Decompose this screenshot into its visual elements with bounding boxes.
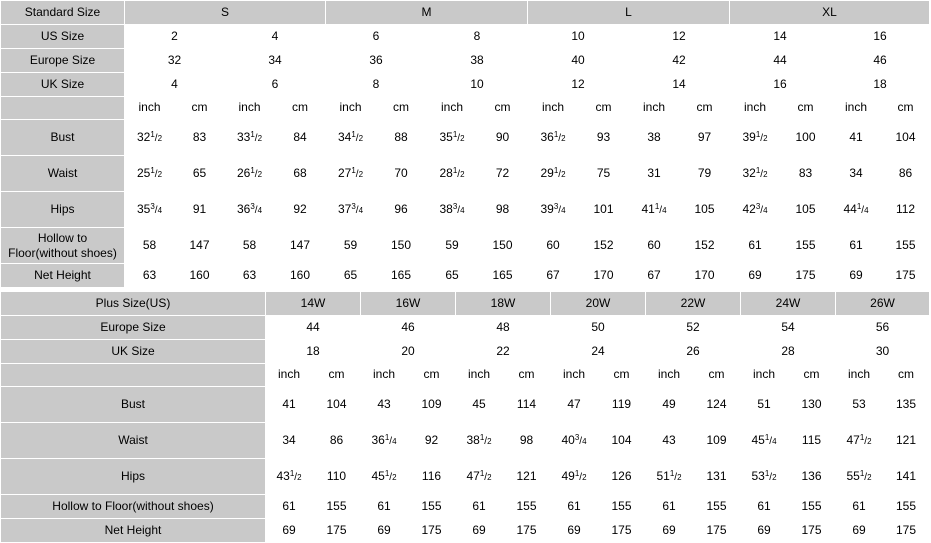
waist-cell: 86 — [882, 156, 930, 192]
uk-size-value: 6 — [225, 73, 326, 97]
plus-waist-cell: 121 — [883, 423, 930, 459]
net-height-cell: 63 — [225, 264, 275, 288]
waist-cell: 75 — [579, 156, 629, 192]
hollow-cell: 147 — [275, 228, 326, 264]
plus-net-height-cell: 175 — [598, 519, 646, 543]
plus-unit-cell: cm — [503, 364, 551, 387]
plus-size-group-22w: 22W — [646, 292, 741, 316]
hollow-cell: 61 — [730, 228, 781, 264]
plus-size-group-24w: 24W — [741, 292, 836, 316]
plus-hips-cell: 131 — [693, 459, 741, 495]
table-row-size-groups — [1, 1, 930, 25]
bust-cell: 93 — [579, 120, 629, 156]
unit-cell: cm — [680, 97, 730, 120]
plus-hips-cell: 141 — [883, 459, 930, 495]
plus-hips-cell: $49^1/2$ — [551, 459, 598, 495]
plus-hollow-cell: 155 — [503, 495, 551, 519]
plus-bust-cell: 119 — [598, 387, 646, 423]
hollow-cell: 150 — [376, 228, 427, 264]
net-height-cell: 63 — [125, 264, 175, 288]
europe-size-value: 42 — [629, 49, 730, 73]
plus-europe-size-value: 46 — [361, 316, 456, 340]
plus-waist-cell: 115 — [788, 423, 836, 459]
plus-hips-cell: $47^1/2$ — [456, 459, 503, 495]
plus-hollow-cell: 155 — [313, 495, 361, 519]
europe-size-value: 44 — [730, 49, 831, 73]
net-height-cell: 175 — [882, 264, 930, 288]
hollow-cell: 152 — [680, 228, 730, 264]
row-label-plus-waist: Waist — [1, 423, 266, 459]
plus-bust-cell: 49 — [646, 387, 693, 423]
table-row-plus-size-groups — [1, 292, 930, 316]
plus-bust-cell: 41 — [266, 387, 313, 423]
plus-uk-size-value: 26 — [646, 340, 741, 364]
hollow-cell: 155 — [781, 228, 831, 264]
plus-waist-cell: 34 — [266, 423, 313, 459]
row-label-plus-hollow-to-floor: Hollow to Floor(without shoes) — [1, 495, 266, 519]
waist-cell: 34 — [831, 156, 882, 192]
plus-unit-cell: cm — [313, 364, 361, 387]
net-height-cell: 65 — [427, 264, 478, 288]
net-height-cell: 165 — [478, 264, 528, 288]
unit-cell: inch — [730, 97, 781, 120]
plus-unit-cell: cm — [883, 364, 930, 387]
plus-net-height-cell: 175 — [788, 519, 836, 543]
row-label-plus-net-height: Net Height — [1, 519, 266, 543]
table-row-plus-bust — [1, 387, 930, 423]
row-label-hips: Hips — [1, 192, 125, 228]
net-height-cell: 67 — [629, 264, 680, 288]
hips-cell: $39^3/4$ — [528, 192, 579, 228]
net-height-cell: 170 — [680, 264, 730, 288]
plus-waist-cell: $36^1/4$ — [361, 423, 408, 459]
hips-cell: $41^1/4$ — [629, 192, 680, 228]
bust-cell: $39^1/2$ — [730, 120, 781, 156]
plus-europe-size-value: 50 — [551, 316, 646, 340]
bust-cell: 41 — [831, 120, 882, 156]
unit-cell: cm — [478, 97, 528, 120]
hips-cell: $42^3/4$ — [730, 192, 781, 228]
table-row-waist — [1, 156, 930, 192]
plus-waist-cell: 86 — [313, 423, 361, 459]
plus-waist-cell: 92 — [408, 423, 456, 459]
plus-size-table — [0, 291, 930, 543]
plus-size-group-18w: 18W — [456, 292, 551, 316]
size-group-s: S — [125, 1, 326, 25]
table-row-plus-waist — [1, 423, 930, 459]
hips-cell: $37^3/4$ — [326, 192, 376, 228]
hollow-cell: 150 — [478, 228, 528, 264]
plus-net-height-cell: 175 — [313, 519, 361, 543]
plus-hollow-cell: 61 — [836, 495, 883, 519]
plus-net-height-cell: 69 — [361, 519, 408, 543]
us-size-value: 16 — [831, 25, 930, 49]
row-label-hollow-to-floor — [1, 228, 125, 264]
unit-cell: cm — [579, 97, 629, 120]
plus-hollow-cell: 155 — [883, 495, 930, 519]
bust-cell: 83 — [175, 120, 225, 156]
plus-unit-cell: cm — [693, 364, 741, 387]
bust-cell: $36^1/2$ — [528, 120, 579, 156]
uk-size-value: 16 — [730, 73, 831, 97]
unit-cell: inch — [427, 97, 478, 120]
plus-net-height-cell: 69 — [266, 519, 313, 543]
plus-uk-size-value: 22 — [456, 340, 551, 364]
uk-size-value: 14 — [629, 73, 730, 97]
plus-waist-cell: 109 — [693, 423, 741, 459]
unit-cell: cm — [882, 97, 930, 120]
unit-cell: inch — [629, 97, 680, 120]
unit-cell: inch — [831, 97, 882, 120]
waist-cell: 83 — [781, 156, 831, 192]
hollow-cell: 58 — [125, 228, 175, 264]
waist-cell: $26^1/2$ — [225, 156, 275, 192]
uk-size-value: 4 — [125, 73, 225, 97]
hollow-cell: 60 — [528, 228, 579, 264]
unit-cell: cm — [781, 97, 831, 120]
plus-net-height-cell: 69 — [551, 519, 598, 543]
row-label-plus-uk-size: UK Size — [1, 340, 266, 364]
plus-hips-cell: 126 — [598, 459, 646, 495]
plus-uk-size-value: 18 — [266, 340, 361, 364]
plus-unit-cell: inch — [456, 364, 503, 387]
plus-units-row-label — [1, 364, 266, 387]
table-row-uk-size — [1, 73, 930, 97]
plus-net-height-cell: 175 — [408, 519, 456, 543]
plus-waist-cell: 98 — [503, 423, 551, 459]
bust-cell: 84 — [275, 120, 326, 156]
table-row-plus-uk-size — [1, 340, 930, 364]
waist-cell: $27^1/2$ — [326, 156, 376, 192]
europe-size-value: 32 — [125, 49, 225, 73]
hips-cell: 98 — [478, 192, 528, 228]
plus-hollow-cell: 155 — [693, 495, 741, 519]
hips-cell: $44^1/4$ — [831, 192, 882, 228]
table-row-plus-europe-size — [1, 316, 930, 340]
plus-hips-cell: $55^1/2$ — [836, 459, 883, 495]
plus-bust-cell: 135 — [883, 387, 930, 423]
hollow-cell: 147 — [175, 228, 225, 264]
plus-hollow-cell: 155 — [598, 495, 646, 519]
plus-uk-size-value: 28 — [741, 340, 836, 364]
hips-cell: $35^3/4$ — [125, 192, 175, 228]
bust-cell: $34^1/2$ — [326, 120, 376, 156]
size-group-xl: XL — [730, 1, 930, 25]
plus-bust-cell: 47 — [551, 387, 598, 423]
europe-size-value: 36 — [326, 49, 427, 73]
table-row-units — [1, 97, 930, 120]
unit-cell: inch — [528, 97, 579, 120]
table-row-plus-units — [1, 364, 930, 387]
row-label-bust: Bust — [1, 120, 125, 156]
plus-uk-size-value: 24 — [551, 340, 646, 364]
plus-bust-cell: 109 — [408, 387, 456, 423]
table-row-plus-hips — [1, 459, 930, 495]
plus-hollow-cell: 61 — [266, 495, 313, 519]
plus-hollow-cell: 61 — [646, 495, 693, 519]
row-label-europe-size: Europe Size — [1, 49, 125, 73]
uk-size-value: 8 — [326, 73, 427, 97]
row-label-plus-hips: Hips — [1, 459, 266, 495]
plus-size-group-20w: 20W — [551, 292, 646, 316]
plus-bust-cell: 53 — [836, 387, 883, 423]
bust-cell: 88 — [376, 120, 427, 156]
plus-bust-cell: 45 — [456, 387, 503, 423]
bust-cell: $35^1/2$ — [427, 120, 478, 156]
hips-cell: 96 — [376, 192, 427, 228]
row-label-us-size: US Size — [1, 25, 125, 49]
unit-cell: inch — [125, 97, 175, 120]
table-row-hollow-to-floor — [1, 228, 930, 264]
waist-cell: 79 — [680, 156, 730, 192]
hips-cell: $36^3/4$ — [225, 192, 275, 228]
plus-europe-size-value: 54 — [741, 316, 836, 340]
plus-hollow-cell: 155 — [408, 495, 456, 519]
plus-unit-cell: inch — [836, 364, 883, 387]
row-label-uk-size: UK Size — [1, 73, 125, 97]
plus-hips-cell: $51^1/2$ — [646, 459, 693, 495]
net-height-cell: 175 — [781, 264, 831, 288]
uk-size-value: 18 — [831, 73, 930, 97]
plus-size-group-14w: 14W — [266, 292, 361, 316]
plus-waist-cell: $45^1/4$ — [741, 423, 788, 459]
plus-net-height-cell: 175 — [883, 519, 930, 543]
unit-cell: cm — [175, 97, 225, 120]
unit-cell: cm — [275, 97, 326, 120]
plus-net-height-cell: 69 — [836, 519, 883, 543]
uk-size-value: 12 — [528, 73, 629, 97]
plus-net-height-cell: 69 — [646, 519, 693, 543]
plus-hollow-cell: 61 — [456, 495, 503, 519]
bust-cell: 90 — [478, 120, 528, 156]
hips-cell: 92 — [275, 192, 326, 228]
bust-cell: $33^1/2$ — [225, 120, 275, 156]
plus-unit-cell: inch — [551, 364, 598, 387]
unit-cell: inch — [326, 97, 376, 120]
table-row-plus-hollow-to-floor — [1, 495, 930, 519]
bust-cell: 104 — [882, 120, 930, 156]
plus-size-header: Plus Size(US) — [1, 292, 266, 316]
plus-uk-size-value: 30 — [836, 340, 930, 364]
standard-size-header: Standard Size — [1, 1, 125, 25]
plus-bust-cell: 51 — [741, 387, 788, 423]
plus-waist-cell: 43 — [646, 423, 693, 459]
plus-hollow-cell: 155 — [788, 495, 836, 519]
europe-size-value: 38 — [427, 49, 528, 73]
table-row-hips — [1, 192, 930, 228]
plus-hips-cell: $53^1/2$ — [741, 459, 788, 495]
plus-hollow-cell: 61 — [551, 495, 598, 519]
hollow-cell: 60 — [629, 228, 680, 264]
hollow-cell: 59 — [427, 228, 478, 264]
plus-europe-size-value: 52 — [646, 316, 741, 340]
plus-hips-cell: $43^1/2$ — [266, 459, 313, 495]
plus-waist-cell: 104 — [598, 423, 646, 459]
bust-cell: $32^1/2$ — [125, 120, 175, 156]
plus-europe-size-value: 48 — [456, 316, 551, 340]
hips-cell: 105 — [680, 192, 730, 228]
net-height-cell: 67 — [528, 264, 579, 288]
waist-cell: 31 — [629, 156, 680, 192]
row-label-waist: Waist — [1, 156, 125, 192]
waist-cell: $32^1/2$ — [730, 156, 781, 192]
hips-cell: 112 — [882, 192, 930, 228]
hollow-cell: 59 — [326, 228, 376, 264]
hips-cell: 105 — [781, 192, 831, 228]
plus-bust-cell: 104 — [313, 387, 361, 423]
plus-hollow-cell: 61 — [361, 495, 408, 519]
table-row-net-height — [1, 264, 930, 288]
plus-hips-cell: 121 — [503, 459, 551, 495]
net-height-cell: 65 — [326, 264, 376, 288]
hollow-cell: 58 — [225, 228, 275, 264]
us-size-value: 2 — [125, 25, 225, 49]
plus-unit-cell: inch — [646, 364, 693, 387]
hollow-cell: 155 — [882, 228, 930, 264]
plus-uk-size-value: 20 — [361, 340, 456, 364]
table-row-bust — [1, 120, 930, 156]
net-height-cell: 69 — [730, 264, 781, 288]
hollow-cell: 152 — [579, 228, 629, 264]
plus-hips-cell: 136 — [788, 459, 836, 495]
unit-cell: inch — [225, 97, 275, 120]
plus-size-group-16w: 16W — [361, 292, 456, 316]
plus-unit-cell: inch — [361, 364, 408, 387]
table-row-europe-size — [1, 49, 930, 73]
units-row-label — [1, 97, 125, 120]
bust-cell: 100 — [781, 120, 831, 156]
plus-waist-cell: $47^1/2$ — [836, 423, 883, 459]
net-height-cell: 69 — [831, 264, 882, 288]
plus-bust-cell: 130 — [788, 387, 836, 423]
plus-bust-cell: 124 — [693, 387, 741, 423]
plus-unit-cell: inch — [266, 364, 313, 387]
row-label-net-height: Net Height — [1, 264, 125, 288]
size-group-m: M — [326, 1, 528, 25]
plus-waist-cell: $38^1/2$ — [456, 423, 503, 459]
bust-cell: 38 — [629, 120, 680, 156]
us-size-value: 6 — [326, 25, 427, 49]
waist-cell: $28^1/2$ — [427, 156, 478, 192]
us-size-value: 14 — [730, 25, 831, 49]
net-height-cell: 170 — [579, 264, 629, 288]
plus-hips-cell: $45^1/2$ — [361, 459, 408, 495]
waist-cell: 68 — [275, 156, 326, 192]
europe-size-value: 46 — [831, 49, 930, 73]
plus-europe-size-value: 56 — [836, 316, 930, 340]
hollow-label-line2: Floor(without shoes) — [8, 245, 117, 260]
size-group-l: L — [528, 1, 730, 25]
plus-unit-cell: cm — [408, 364, 456, 387]
europe-size-value: 34 — [225, 49, 326, 73]
uk-size-value: 10 — [427, 73, 528, 97]
us-size-value: 12 — [629, 25, 730, 49]
table-row-plus-net-height — [1, 519, 930, 543]
us-size-value: 4 — [225, 25, 326, 49]
plus-waist-cell: $40^3/4$ — [551, 423, 598, 459]
plus-net-height-cell: 69 — [456, 519, 503, 543]
hips-cell: 91 — [175, 192, 225, 228]
hollow-cell: 61 — [831, 228, 882, 264]
row-label-plus-europe-size: Europe Size — [1, 316, 266, 340]
plus-unit-cell: cm — [788, 364, 836, 387]
net-height-cell: 165 — [376, 264, 427, 288]
bust-cell: 97 — [680, 120, 730, 156]
hollow-label-line1: Hollow to — [37, 230, 88, 245]
plus-bust-cell: 114 — [503, 387, 551, 423]
row-label-plus-bust: Bust — [1, 387, 266, 423]
plus-hips-cell: 116 — [408, 459, 456, 495]
us-size-value: 8 — [427, 25, 528, 49]
plus-bust-cell: 43 — [361, 387, 408, 423]
hips-cell: 101 — [579, 192, 629, 228]
waist-cell: 72 — [478, 156, 528, 192]
plus-unit-cell: cm — [598, 364, 646, 387]
net-height-cell: 160 — [275, 264, 326, 288]
waist-cell: $29^1/2$ — [528, 156, 579, 192]
plus-net-height-cell: 175 — [503, 519, 551, 543]
us-size-value: 10 — [528, 25, 629, 49]
plus-net-height-cell: 69 — [741, 519, 788, 543]
plus-hips-cell: 110 — [313, 459, 361, 495]
table-row-us-size — [1, 25, 930, 49]
net-height-cell: 160 — [175, 264, 225, 288]
plus-hollow-cell: 61 — [741, 495, 788, 519]
europe-size-value: 40 — [528, 49, 629, 73]
waist-cell: 70 — [376, 156, 427, 192]
hips-cell: $38^3/4$ — [427, 192, 478, 228]
plus-size-group-26w: 26W — [836, 292, 930, 316]
plus-unit-cell: inch — [741, 364, 788, 387]
waist-cell: $25^1/2$ — [125, 156, 175, 192]
plus-europe-size-value: 44 — [266, 316, 361, 340]
waist-cell: 65 — [175, 156, 225, 192]
plus-net-height-cell: 175 — [693, 519, 741, 543]
unit-cell: cm — [376, 97, 427, 120]
